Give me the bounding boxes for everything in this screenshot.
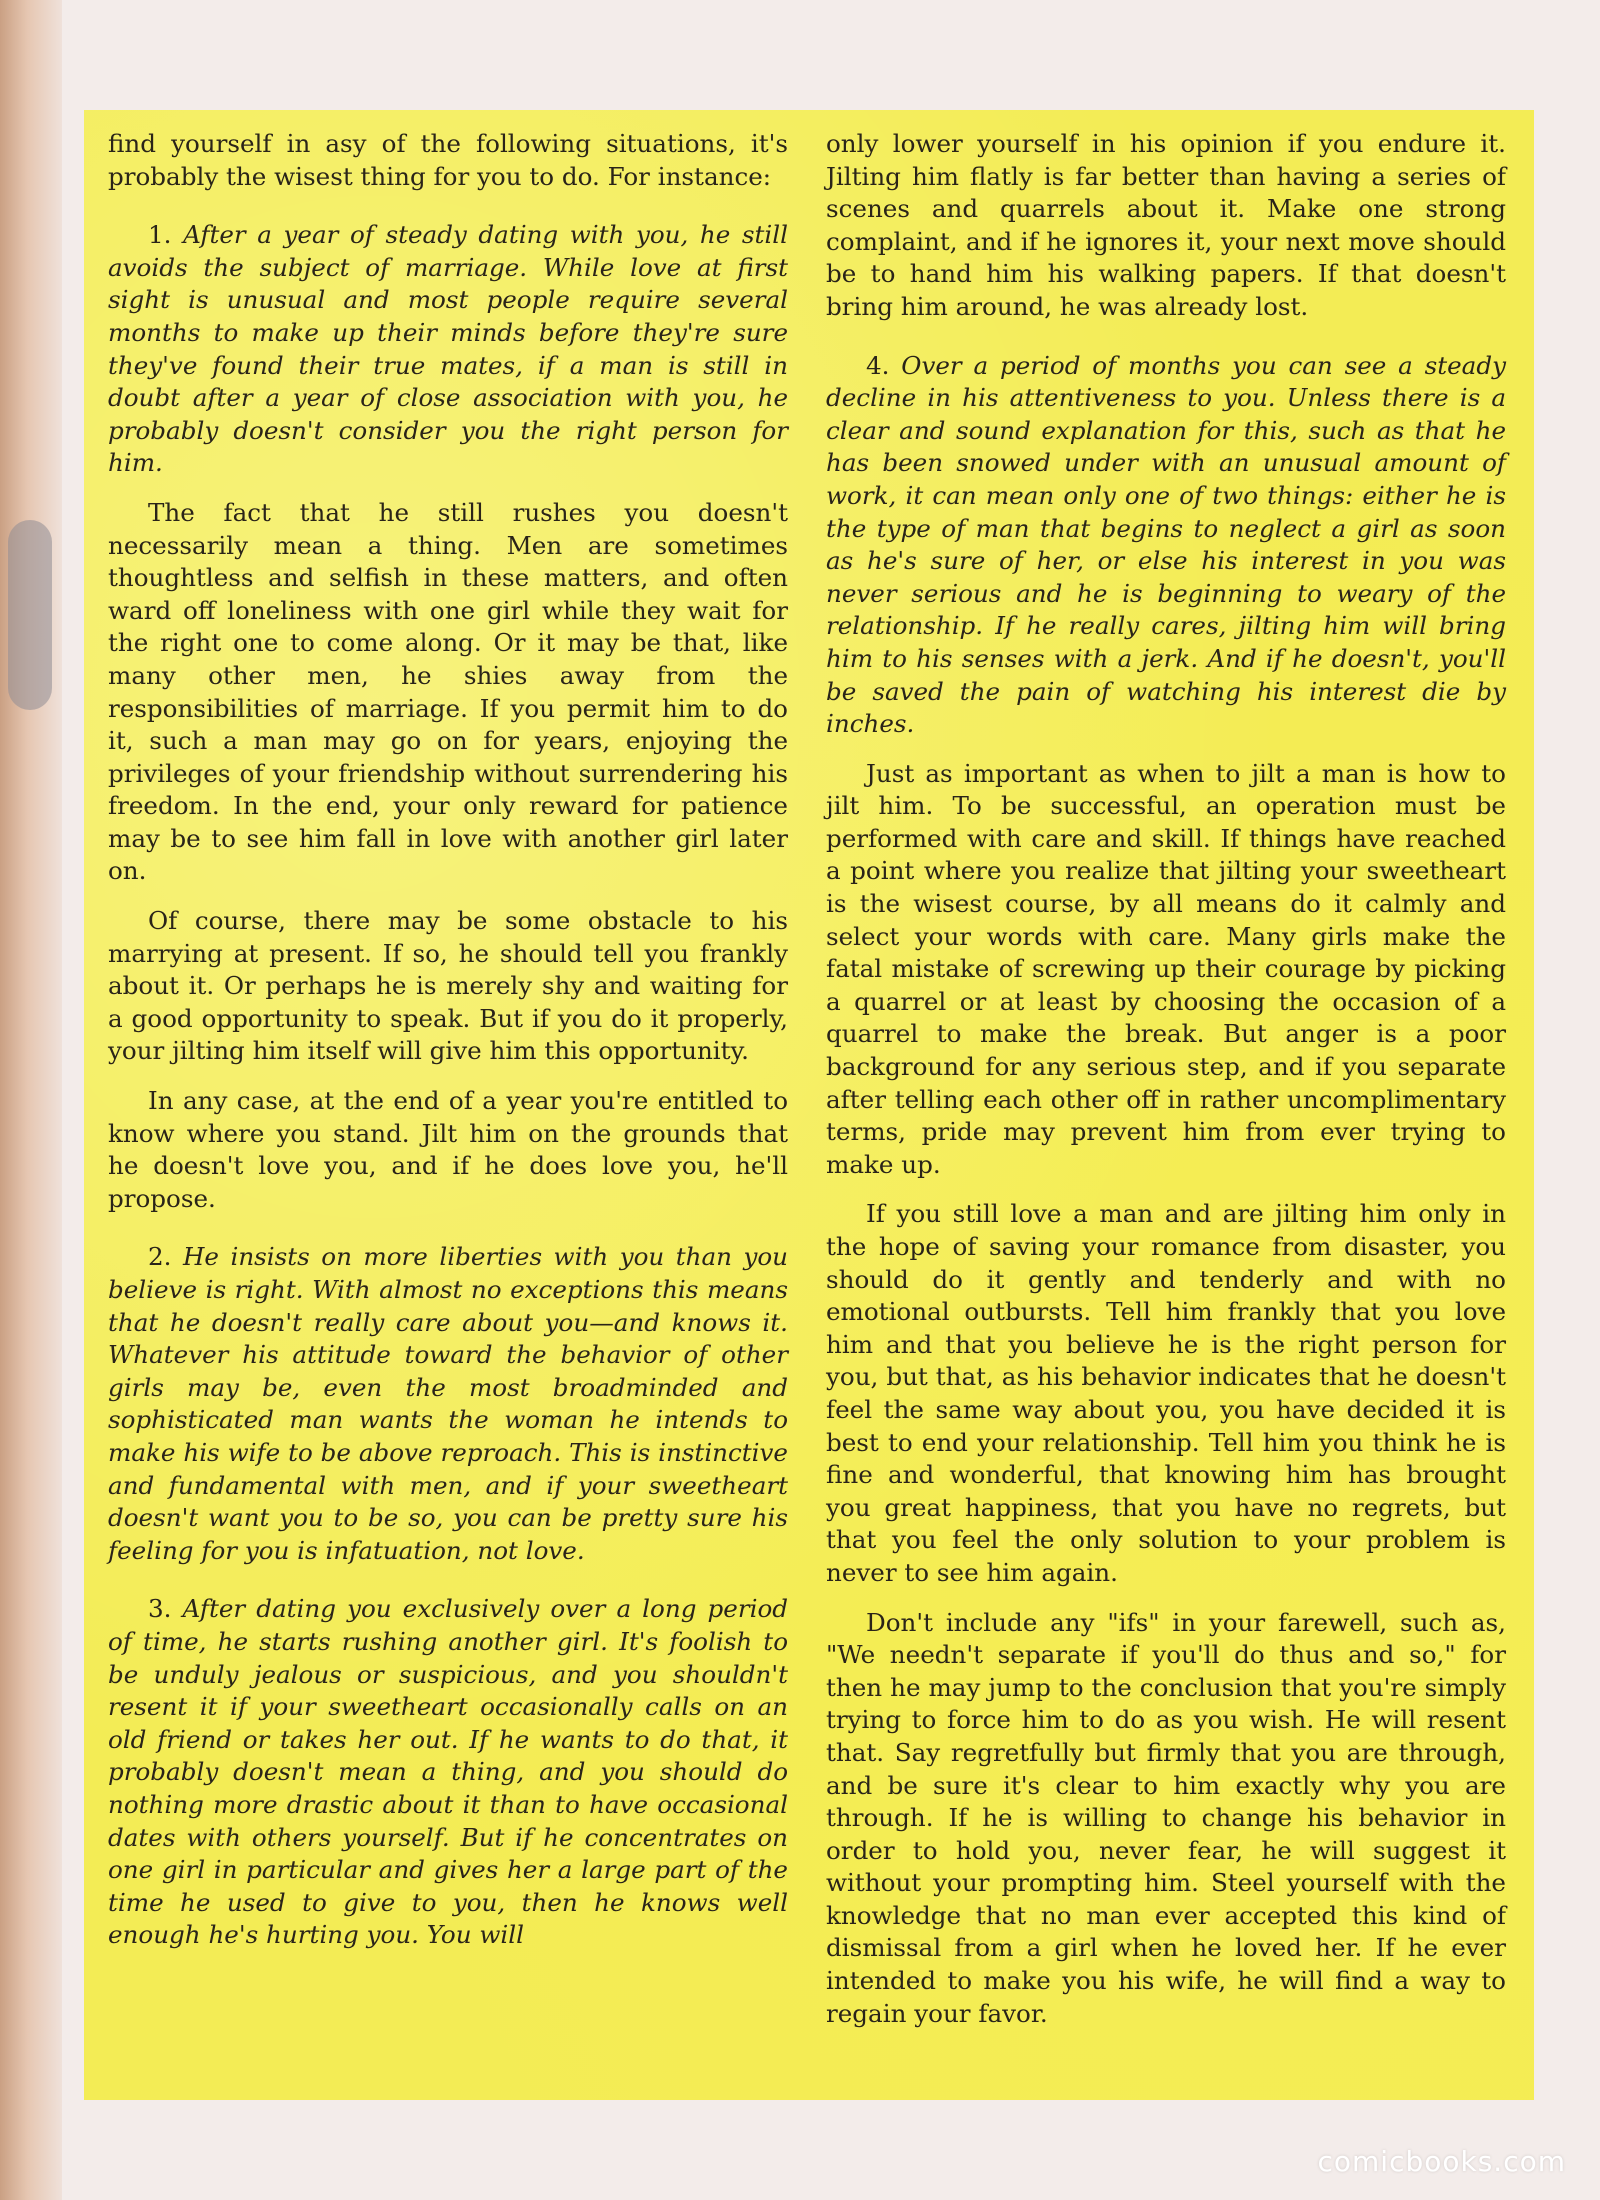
item-3-heading: After dating you exclusively over a long period of time, he starts rushing another girl. xyxy=(108,1594,788,1656)
item-1-heading: After a year of steady dating with you, he still avoids the subject of marriage. xyxy=(108,220,788,282)
item-2-heading: He insists on more liberties with you than you believe is right. xyxy=(108,1242,788,1304)
item-1-text: While love at first sight is unusual and most people require several months to make up their minds before they're sure they've found their true mates, if a man is still in doubt after a year of close association with you, he probably doesn't consider you the right person for him. xyxy=(108,252,788,478)
right-text-column xyxy=(826,128,1506,2047)
rushes-paragraph: The fact that he still rushes you doesn't necessarily mean a thing. Men are sometimes thoughtless and selfish in these matters, and often ward off loneliness with one girl while they wait for the right one to come along. Or it may be that, like many other men, he shies away from the responsibilities of marriage. If you permit him to do it, such a man may go on for years, enjoying the privileges of your friendship without surrendering his freedom. In the end, your only reward for patience may be to see him fall in love with another girl later on. xyxy=(108,497,788,886)
how-to-jilt-paragraph: Just as important as when to jilt a man is how to jilt him. To be successful, an operation must be performed with care and skill. If things have reached a point where you realize that jilting your sweetheart is the wisest course, by all means do it calmly and select your words with care. Many girls make the fatal mistake of screwing up their courage by picking a quarrel or at least by choosing the occasion of a quarrel to make the break. But anger is a poor background for any serious step, and if you separate after telling each other off in rather uncomplimentary terms, pride may prevent him from ever trying to make up. xyxy=(826,758,1506,1179)
site-watermark: comicbooks.com xyxy=(1317,2145,1566,2178)
item-2-number: 2. xyxy=(148,1242,172,1272)
item-2-text: With almost no exceptions this means that he doesn't really care about you—and knows it. Whatever his attitude toward the behavior of other girls may be, even the most broadminded and sophisticated man wants the woman he intends to make his wife to be above reproach. This is instinctive and fundamental with men, and if your sweetheart doesn't want you to be so, you can be pretty sure his feeling for you is infatuation, not love. xyxy=(108,1275,788,1565)
intro-paragraph: find yourself in asy of the following situations, it's probably the wisest thing for you to do. For instance: xyxy=(108,129,788,191)
left-text-column xyxy=(108,128,788,1969)
continued-paragraph: only lower yourself in his opinion if you endure it. Jilting him flatly is far better than having a series of scenes and quarrels about it. Make one strong complaint, and if he ignores it, your next move should be to hand him his walking papers. If that doesn't bring him around, he was already lost. xyxy=(826,129,1506,321)
still-love-paragraph: If you still love a man and are jilting him only in the hope of saving your romance from disaster, you should do it gently and tenderly and with no emotional outbursts. Tell him frankly that you love him and that you believe he is the right person for you, but that, as his behavior indicates that he doesn't feel the same way about you, you have decided it is best to end your relationship. Tell him you think he is fine and wonderful, that knowing him has brought you great happiness, that you have no regrets, but that you feel the only solution to your problem is never to see him again. xyxy=(826,1199,1506,1587)
item-4-heading: Over a period of months you can see a steady decline in his attentiveness to you. xyxy=(826,350,1506,413)
page-spine-edge xyxy=(0,0,62,2200)
item-3-text: It's foolish to be unduly jealous or suspicious, and you shouldn't resent it if your sweetheart occasionally calls on an old friend or takes her out. If he wants to do that, it probably doesn't mean a thing, and you should do nothing more drastic about it than to have occasional dates with others yourself. But if he concentrates on one girl in particular and gives her a large part of the time he used to give to you, then he knows well enough he's hurting you. You will xyxy=(108,1626,788,1950)
item-1 xyxy=(108,219,788,480)
binding-shadow xyxy=(8,520,52,710)
item-4 xyxy=(826,350,1506,741)
item-2 xyxy=(108,1241,788,1567)
obstacle-paragraph: Of course, there may be some obstacle to his marrying at present. If so, he should tell you frankly about it. Or perhaps he is merely shy and waiting for a good opportunity to speak. But if you do it properly, your jilting him itself will give him this opportunity. xyxy=(108,906,788,1066)
any-case-paragraph: In any case, at the end of a year you're entitled to know where you stand. Jilt him on the grounds that he doesn't love you, and if he does love you, he'll propose. xyxy=(108,1086,788,1213)
item-3 xyxy=(108,1593,788,1952)
item-1-number: 1. xyxy=(148,220,172,250)
item-4-number: 4. xyxy=(866,350,890,380)
item-3-number: 3. xyxy=(148,1594,172,1624)
item-4-text: Unless there is a clear and sound explanation for this, such as that he has been snowed under with an unusual amount of work, it can mean only one of two things: either he is the type of man that begins to neglect a girl as soon as he's sure of her, or else his interest in you was never serious and he is beginning to weary of the relationship. If he really cares, jilting him will bring him to his senses with a jerk. And if he doesn't, you'll be saved the pain of watching his interest die by inches. xyxy=(826,383,1506,739)
no-ifs-paragraph: Don't include any "ifs" in your farewell, such as, "We needn't separate if you'll do thus and so," for then he may jump to the conclusion that you're simply trying to force him to do as you wish. He will resent that. Say regretfully but firmly that you are through, and be sure it's clear to him exactly why you are through. If he is willing to change his behavior in order to hold you, never fear, he will suggest it without your prompting him. Steel yourself with the knowledge that no man ever accepted this kind of dismissal from a girl when he loved her. If he ever intended to make you his wife, he will find a way to regain your favor. xyxy=(826,1607,1506,2028)
